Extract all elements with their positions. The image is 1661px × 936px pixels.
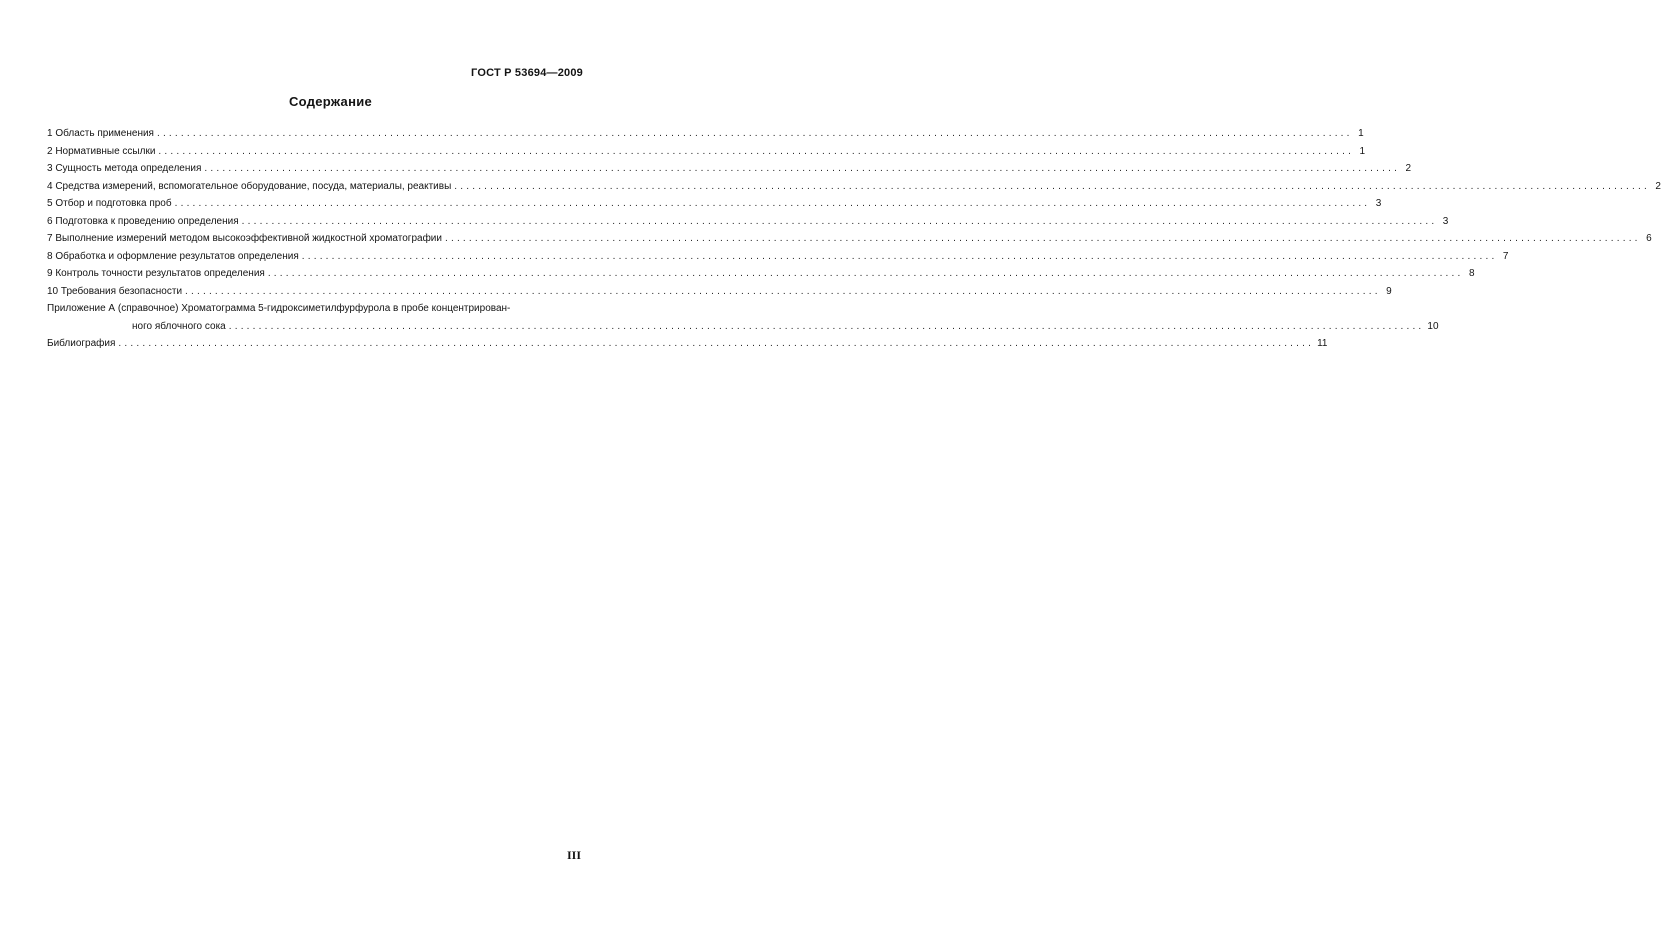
toc-entry-page: 1 xyxy=(1359,145,1366,157)
toc-bibliography-label: Библиография xyxy=(47,338,116,349)
toc-entry-label: 9 Контроль точности результатов определения xyxy=(47,268,265,279)
toc-entry[interactable] xyxy=(47,248,1509,266)
toc-entry-page: 2 xyxy=(1655,180,1661,192)
toc-entry-label: 10 Требования безопасности xyxy=(47,285,183,297)
toc-entry-page: 1 xyxy=(1358,128,1364,139)
toc-entry[interactable] xyxy=(47,195,1382,213)
toc-entry[interactable] xyxy=(47,143,1366,161)
toc-entry-page: 8 xyxy=(1468,268,1475,279)
toc-entry-page: 3 xyxy=(1375,198,1382,209)
toc-entry-page: 2 xyxy=(1405,163,1412,174)
page-number: III xyxy=(566,848,581,862)
dot-leader: ........................................................................................................................................................................................................ xyxy=(204,163,1401,174)
toc-entry[interactable] xyxy=(47,265,1475,283)
dot-leader: ........................................................................................................................................................................................................ xyxy=(185,285,1381,297)
toc-entry[interactable] xyxy=(47,160,1412,178)
toc-entry-page: 3 xyxy=(1442,215,1449,227)
dot-leader: ........................................................................................................................................................................................................ xyxy=(267,268,1464,279)
toc-entry-label: 2 Нормативные ссылки xyxy=(47,145,156,157)
toc-entry-page: 6 xyxy=(1646,233,1652,244)
toc-bibliography[interactable] xyxy=(47,335,1328,353)
toc-entry-label: 6 Подготовка к проведению определения xyxy=(47,215,239,227)
toc-entry[interactable] xyxy=(47,213,1449,231)
toc-entry-label: 3 Сущность метода определения xyxy=(47,163,202,174)
dot-leader: ........................................................................................................................................................................................................ xyxy=(301,250,1498,262)
dot-leader: ........................................................................................................................................................................................................ xyxy=(241,215,1438,227)
standard-number: ГОСТ Р 53694—2009 xyxy=(471,67,583,79)
toc-entry[interactable] xyxy=(47,283,1392,301)
toc-title: Содержание xyxy=(288,94,373,109)
toc-appendix-line1[interactable] xyxy=(47,300,584,318)
toc-appendix-label: Приложение А (справочное) Хроматограмма 5-гидроксиметилфурфурола в пробе концентрирован- xyxy=(47,303,511,314)
toc-entry-label: 1 Область применения xyxy=(47,128,154,139)
dot-leader: ........................................................................................................................................................................................................ xyxy=(158,145,1355,157)
toc-entry[interactable] xyxy=(47,125,1364,143)
toc-entry-page: 7 xyxy=(1502,250,1509,262)
dot-leader: ........................................................................................................................................................................................................ xyxy=(454,180,1650,192)
dot-leader: ........................................................................................................................................................................................................ xyxy=(228,320,1425,332)
toc-entry-page: 9 xyxy=(1386,285,1392,297)
dot-leader: ........................................................................................................................................................................................................ xyxy=(156,128,1353,139)
toc-entry[interactable] xyxy=(47,178,1661,196)
toc-appendix-line2[interactable] xyxy=(47,318,1439,336)
dot-leader: ........................................................................................................................................................................................................ xyxy=(118,338,1315,349)
table-of-contents xyxy=(47,125,1661,353)
dot-leader: ........................................................................................................................................................................................................ xyxy=(444,233,1641,244)
toc-entry-label: 4 Средства измерений, вспомогательное оборудование, посуда, материалы, реактивы xyxy=(47,180,452,192)
toc-entry-label: 5 Отбор и подготовка проб xyxy=(47,198,172,209)
dot-leader: ........................................................................................................................................................................................................ xyxy=(174,198,1371,209)
toc-bibliography-page: 11 xyxy=(1317,338,1328,349)
toc-entry[interactable] xyxy=(47,230,1652,248)
toc-entry-label: 8 Обработка и оформление результатов определения xyxy=(47,250,299,262)
toc-entry-label: 7 Выполнение измерений методом высокоэффективной жидкостной хроматографии xyxy=(47,233,442,244)
toc-appendix-label-cont: ного яблочного сока xyxy=(132,320,226,332)
toc-appendix-page: 10 xyxy=(1427,320,1439,332)
